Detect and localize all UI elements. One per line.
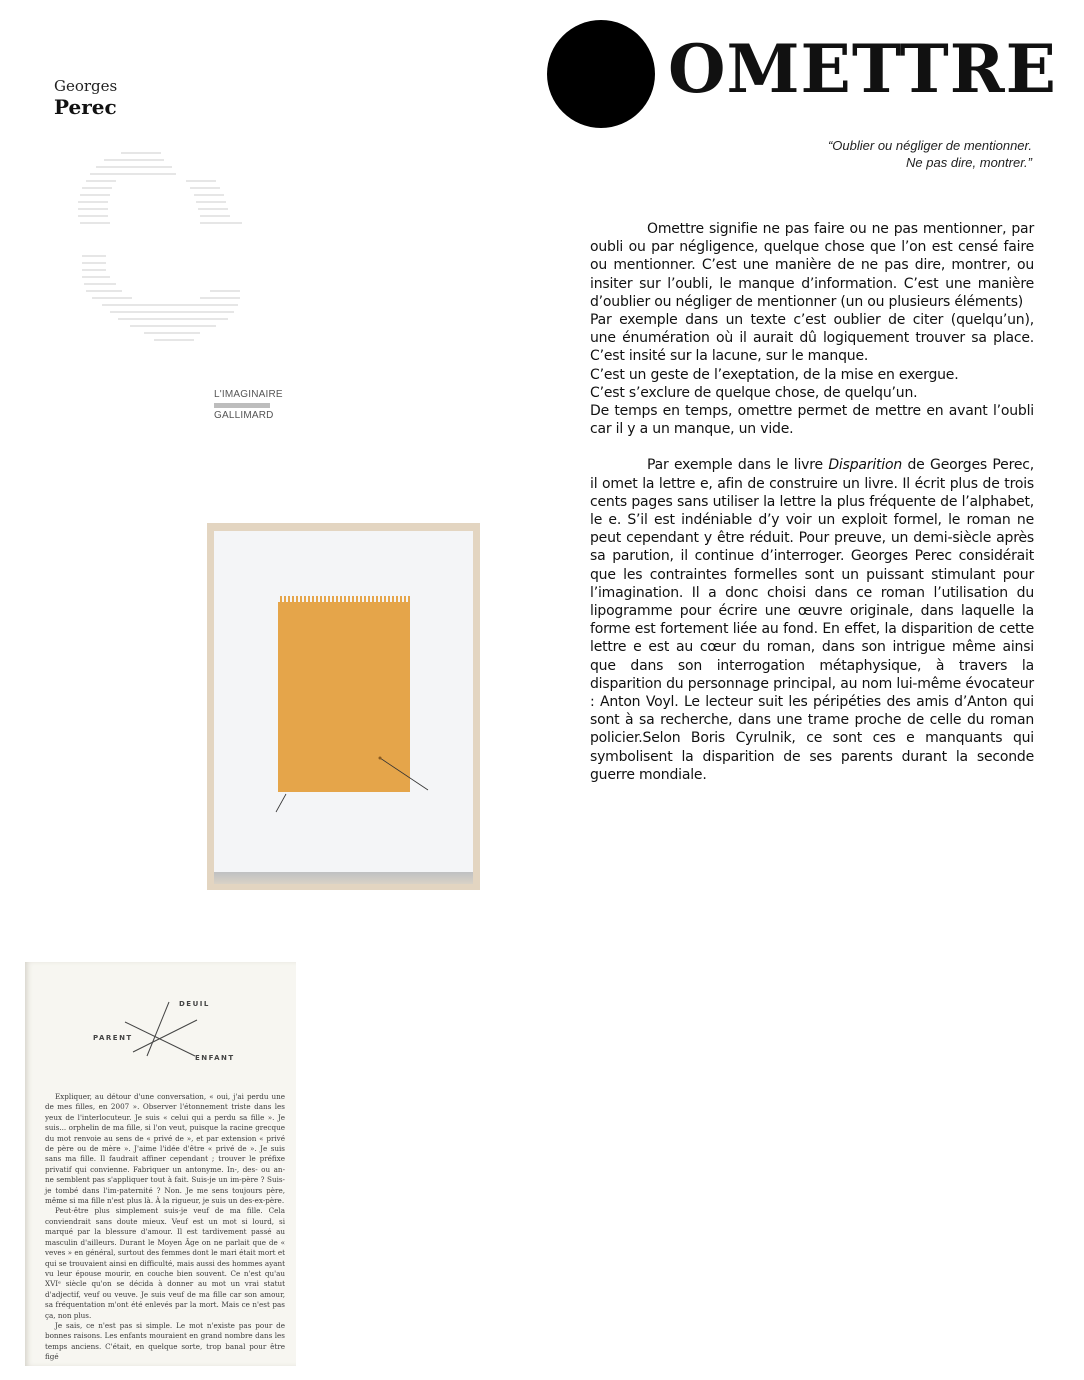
publisher-series: L'IMAGINAIRE [214, 389, 283, 400]
scanned-book-page [25, 962, 296, 1366]
scanned-text [45, 1092, 285, 1363]
definition-quote [732, 137, 1032, 171]
scan-paragraph: Expliquer, au détour d'une conversation, « oui, j'ai perdu une de mes filles, en 2007 ». Observer l'étonnement triste dans les yeux de l'interlocuteur. Je suis « celui qui a perdu sa fille ». Je suis... orphelin de ma fille, si l'on veut, puisque la racine grecque du mot renvoie au sens de « privé de », et par extension « privé de père ou de mère ». J'aime l'idée d'être « privé de ». Je suis sans ma fille. Il faudrait affiner cependant ; trouver le préfixe privatif qui convienne. Fabriquer un antonyme. In-, des- ou an- ne semblent pas s'appliquer tout à fait. Suis-je un im-père ? Suis-je tombé dans l'im-paternité ? Non. Je me sens toujours père, même si ma fille n'est plus là. À la rigueur, je suis un des-ex-père. [45, 1092, 285, 1206]
scan-paragraph: Je sais, ce n'est pas si simple. Le mot n'existe pas pour de bonnes raisons. Les enfants mouraient en grand nombre dans les temps anciens. C'était, en quelque sorte, trop banal pour être figé [45, 1320, 285, 1362]
scan-paragraph: Peut-être plus simplement suis-je veuf de ma fille. Cela conviendrait sans doute mieux. Veuf est un mot si lourd, si marqué par la blessure d'amour. Il est tardivement passé au masculin d'ailleurs. Durant le Moyen Âge on ne parlait que de « veves » en général, surtout des femmes dont le mari était mort et qui se trouvaient ainsi en difficulté, mais aussi des hommes ayant vu leur épouse mourir, en couche bien souvent. Ce n'est qu'au XVIᵉ siècle qu'on se décida à donner au mot un vrai statut d'adjectif, veuf ou veuve. Je suis veuf de ma fille car son amour, sa fréquentation m'ont été enlevés par la mort. Mais ce n'est pas ça, non plus. [45, 1206, 285, 1320]
body-line: Par exemple dans un texte c’est oublier de citer (quelqu’un), une énumération où il aurait dû logiquement trouver sa place. C’est insité sur la lacune, sur le manque. [590, 312, 1034, 365]
body-line: C’est s’exclure de quelque chose, de quelqu’un. [590, 384, 918, 401]
book-title-disparition: Disparition [828, 457, 903, 474]
notepad-mark [379, 757, 382, 760]
page-title: OMETTRE [668, 30, 1057, 108]
publisher-name: GALLIMARD [214, 410, 274, 421]
body-paragraph-1: Omettre signifie ne pas faire ou ne pas mentionner, par oubli ou par négligence, quelque chose que l’on est censé faire ou mentionner. C’est une manière de ne pas dire, montrer, ou insiter sur l’oubli, le manque d’information. C’est une manière d’oublier ou négliger de mentionner (un ou plusieurs éléments) [590, 221, 1034, 310]
artwork-annotation-arrows [270, 750, 440, 820]
body-line: De temps en temps, omettre permet de mettre en avant l’oubli car il y a un manque, un vide. [590, 403, 1034, 438]
title-circle-mark [547, 20, 655, 128]
body-p2-rest: de Georges Perec, il omet la lettre e, afin de construire un livre. Il écrit plus de trois cents pages sans utiliser la lettre la plus fréquente de l’alphabet, le e. S’il est indéniable d’y voir un exploit formel, le roman ne peut cependant y être réduit. Pour preuve, un demi-siècle après sa parution, il continue d’interroger. Georges Perec considérait que les contraintes formelles sont un puissant stimulant pour l’imagination. Il a donc choisi dans ce roman l’utilisation du lipogramme pour écrire une œuvre originale, dans laquelle la forme est fortement liée au fond. En effet, la disparition de cette lettre e est au cœur du roman, dans son intrigue même ainsi que dans son interrogation métaphysique, à travers la disparition du personnage principal, au nom lui-même évocateur : Anton Voyl. Le lecteur suit les péripéties des amis d’Anton qui sont à sa recherche, dans une trame proche de celle du roman policier.Selon Boris Cyrulnik, ce sont ces e manquants qui symbolisent la disparition de ses parents durant la seconde guerre mondiale. [590, 457, 1034, 783]
quote-line-2: Ne pas dire, montrer.” [906, 155, 1032, 170]
notepad-spiral [278, 596, 410, 602]
author-first-name: Georges [54, 77, 118, 95]
diagram-label-enfant: ENFANT [195, 1054, 235, 1062]
arrow-left [276, 794, 286, 812]
arrow-right [380, 758, 428, 790]
quote-line-1: “Oublier ou négliger de mentionner. [827, 138, 1032, 153]
publisher-logo [214, 389, 283, 422]
deuil-diagram [85, 990, 245, 1070]
diagram-line-3 [133, 1020, 197, 1052]
diagram-line-1 [147, 1002, 169, 1056]
body-p2-start: Par exemple dans le livre [647, 457, 829, 474]
body-line: C’est un geste de l’exeptation, de la mise en exergue. [590, 366, 959, 383]
publisher-bar [214, 403, 270, 408]
diagram-label-parent: PARENT [93, 1034, 133, 1042]
diagram-label-deuil: DEUIL [179, 1000, 210, 1008]
author-last-name: Perec [54, 95, 117, 119]
body-text [590, 220, 1034, 784]
artwork-shadow [214, 872, 473, 884]
body-paragraph-2 [590, 456, 1034, 784]
